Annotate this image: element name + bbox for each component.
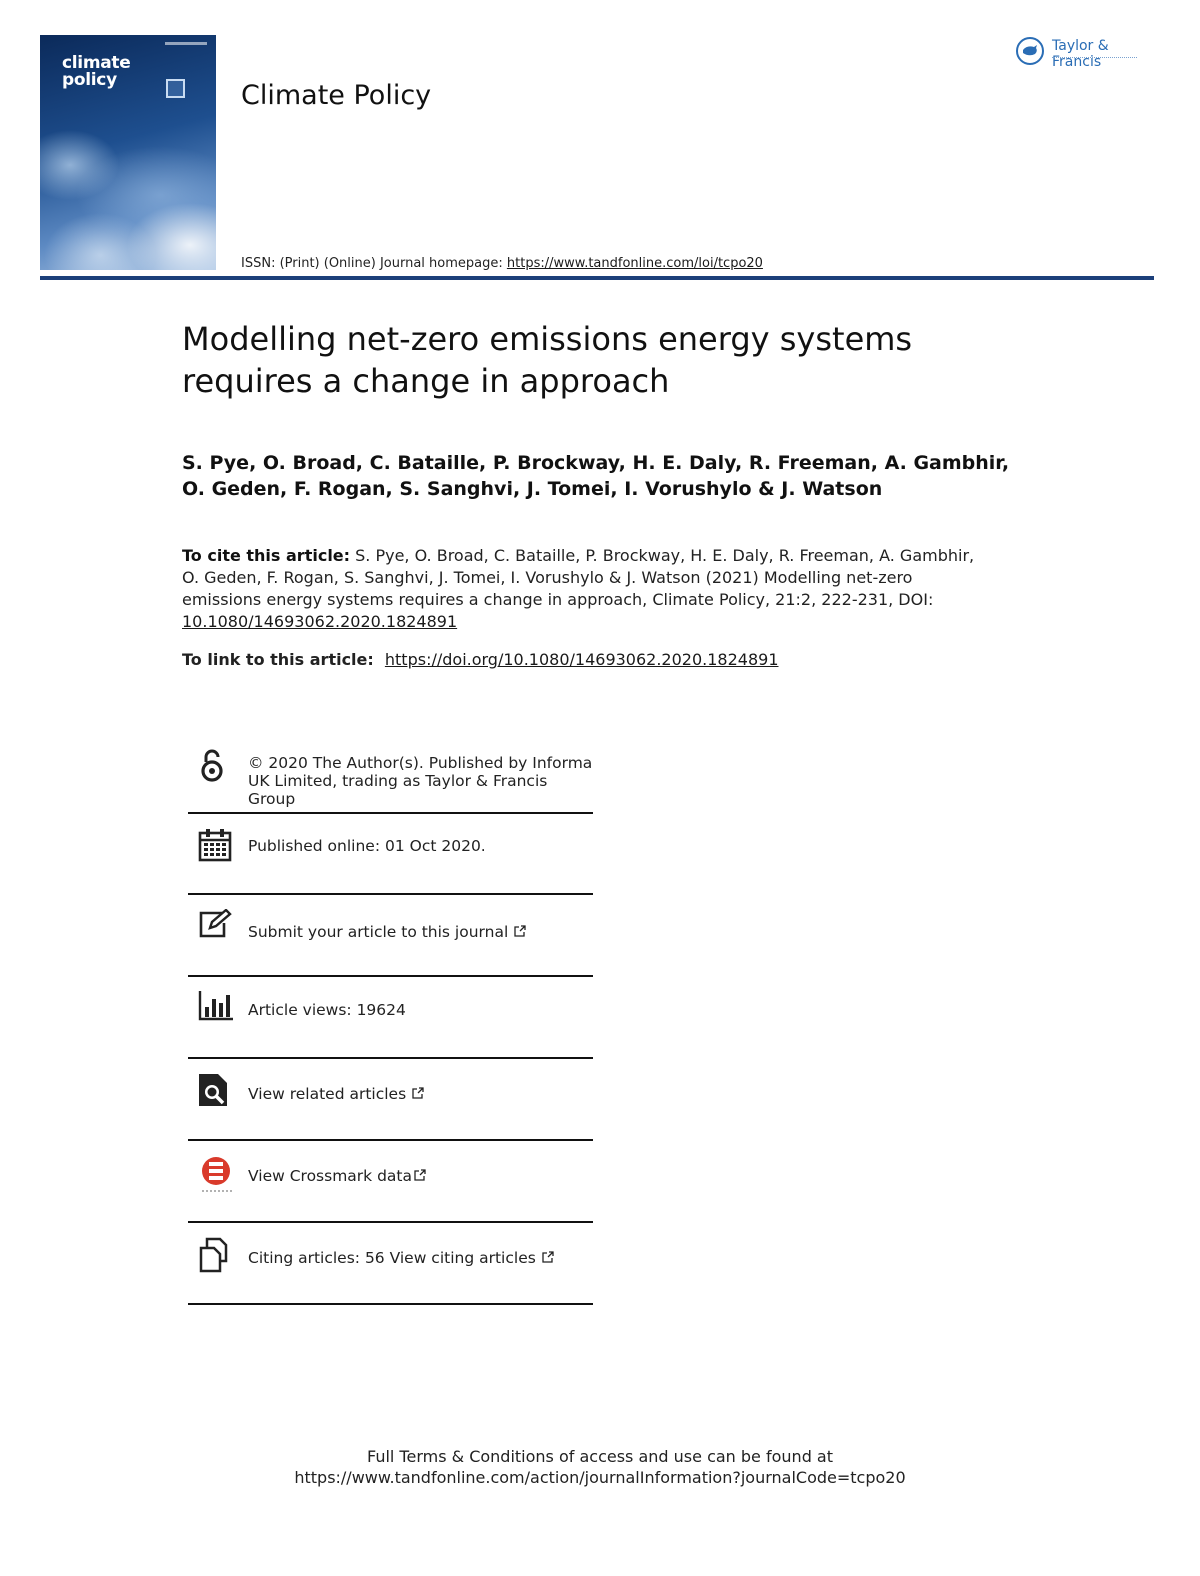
footer-terms [0,1446,1200,1488]
cite-doi-link[interactable]: 10.1080/14693062.2020.1824891 [182,612,458,631]
copyright-line3: Group [248,790,296,808]
taylor-francis-logo[interactable] [1016,37,1156,69]
cover-title-line1: climate [62,53,131,73]
issn-prefix: ISSN: (Print) (Online) Journal homepage: [241,256,507,271]
authors-line1: S. Pye, O. Broad, C. Bataille, P. Brockway, H. E. Daly, R. Freeman, A. Gambhir, [182,452,1010,474]
crossmark-link[interactable] [248,1167,426,1185]
views-row [188,977,593,1059]
tf-circle-icon [1016,37,1044,65]
cover-title-line2: policy [62,70,117,90]
article-views: Article views: 19624 [248,1001,406,1019]
search-document-icon [198,1073,228,1111]
link-label: To link to this article: [182,650,374,669]
publisher-tagline [1052,57,1137,61]
article-title-line2: requires a change in approach [182,362,670,400]
submit-link[interactable] [248,923,526,941]
external-link-icon [414,1169,426,1181]
related-row[interactable] [188,1059,593,1141]
publisher-name: Taylor & Francis [1052,38,1109,70]
published-row [188,814,593,895]
cite-line3: emissions energy systems requires a change in approach, Climate Policy, 21:2, 222-231, DOI: [182,590,934,609]
cover-strip [165,42,207,45]
journal-cover-image [40,35,216,270]
copyright-row [188,740,593,814]
copy-documents-icon [198,1237,234,1277]
article-info-list [188,740,593,1305]
cover-square-icon [166,79,185,98]
cover-title [62,55,130,89]
submit-text: Submit your article to this journal [248,923,509,941]
citing-articles-link[interactable] [248,1249,554,1267]
article-title [182,318,1082,402]
published-date: Published online: 01 Oct 2020. [248,837,486,855]
citing-row[interactable] [188,1223,593,1305]
open-access-icon [198,748,226,786]
edit-icon [198,909,232,943]
article-title-line1: Modelling net-zero emissions energy systems [182,320,913,358]
copyright-line1: © 2020 The Author(s). Published by Informa [248,754,593,772]
journal-homepage-link[interactable]: https://www.tandfonline.com/loi/tcpo20 [506,256,763,271]
submit-row[interactable] [188,895,593,977]
crossmark-icon [198,1155,238,1199]
article-link-line [182,650,779,669]
footer-terms-link[interactable]: https://www.tandfonline.com/action/journalInformation?journalCode=tcpo20 [294,1468,906,1487]
copyright-text [248,754,592,808]
calendar-icon [198,828,232,866]
cite-line1: S. Pye, O. Broad, C. Bataille, P. Brockway, H. E. Daly, R. Freeman, A. Gambhir, [350,546,975,565]
related-articles-link[interactable] [248,1085,424,1103]
authors-line2: O. Geden, F. Rogan, S. Sanghvi, J. Tomei, I. Vorushylo & J. Watson [182,478,883,500]
cite-line2: O. Geden, F. Rogan, S. Sanghvi, J. Tomei, I. Vorushylo & J. Watson (2021) Modelling net-zero [182,568,913,587]
cite-label: To cite this article: [182,546,351,565]
header-rule [40,276,1154,280]
external-link-icon [412,1087,424,1099]
crossmark-text: View Crossmark data [248,1167,412,1185]
journal-name: Climate Policy [241,80,432,111]
citing-text: Citing articles: 56 View citing articles [248,1249,536,1267]
external-link-icon [542,1251,554,1263]
external-link-icon [514,925,526,937]
footer-line1: Full Terms & Conditions of access and use can be found at [366,1447,834,1466]
crossmark-row[interactable] [188,1141,593,1223]
related-text: View related articles [248,1085,407,1103]
bar-chart-icon [198,989,234,1025]
issn-line [241,256,763,271]
article-authors [182,450,1082,502]
copyright-line2: UK Limited, trading as Taylor & Francis [248,772,548,790]
citation-block [182,545,1042,633]
article-doi-link[interactable]: https://doi.org/10.1080/14693062.2020.1824891 [384,650,779,669]
